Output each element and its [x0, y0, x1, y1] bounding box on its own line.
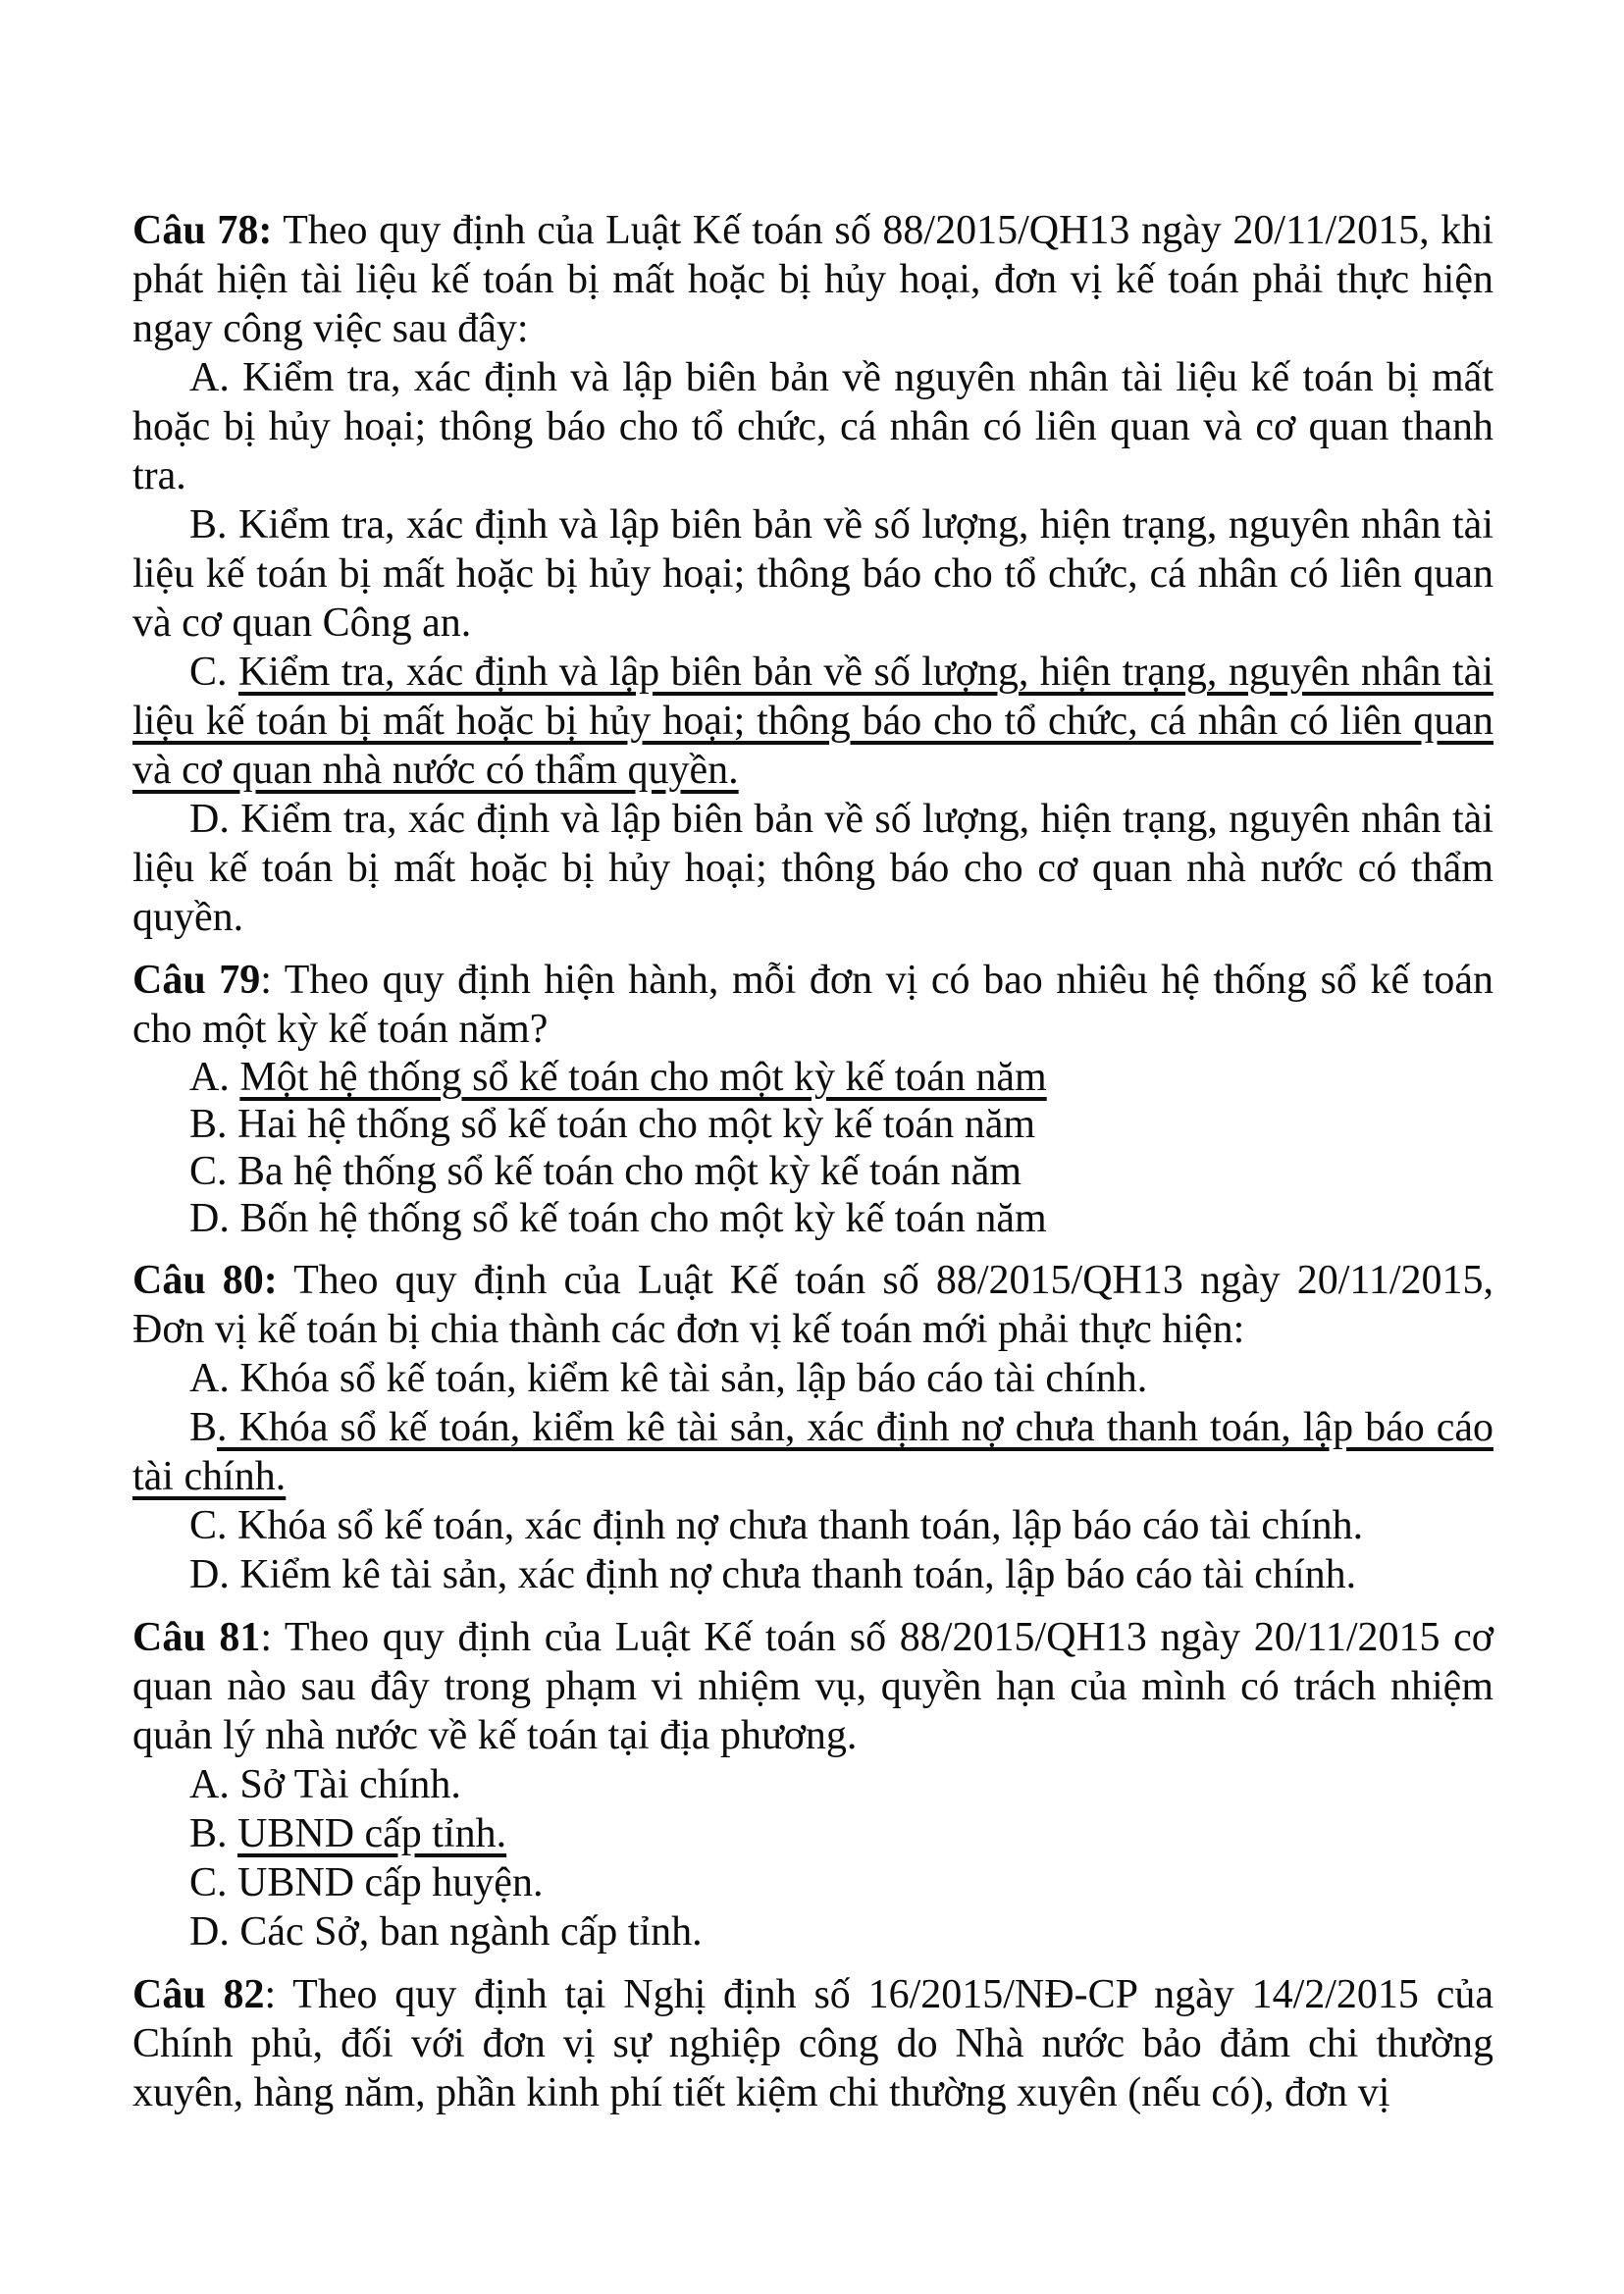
- answer-option: [132, 1101, 1493, 1148]
- answer-option: [132, 353, 1493, 500]
- question-text: Theo quy định của Luật Kế toán số 88/2015/QH13 ngày 20/11/2015, khi phát hiện tài liệu kế toán bị mất hoặc bị hủy hoại, đơn vị kế toán phải thực hiện ngay công việc sau đây:: [132, 208, 1493, 351]
- answer-option-letter: A.: [189, 1356, 240, 1401]
- answer-option-letter: A.: [189, 1762, 240, 1807]
- question-label: Câu 78:: [132, 208, 273, 253]
- answer-option-correct: [132, 1809, 1493, 1858]
- question-paragraph: [132, 1613, 1493, 1760]
- answer-option: [132, 1550, 1493, 1599]
- question-label: Câu 81: [132, 1615, 261, 1660]
- answer-option-text: Sở Tài chính.: [239, 1762, 461, 1807]
- answer-option-letter: B.: [189, 1102, 238, 1147]
- question-text: Theo quy định của Luật Kế toán số 88/2015/QH13 ngày 20/11/2015, Đơn vị kế toán bị chia thành các đơn vị kế toán mới phải thực hiện:: [132, 1258, 1494, 1352]
- question-paragraph: [132, 956, 1493, 1054]
- questions-container: [132, 206, 1493, 2117]
- question-label-separator: [272, 208, 283, 253]
- answer-option-text: Một hệ thống sổ kế toán cho một kỳ kế toán năm: [239, 1055, 1047, 1100]
- question-label: Câu 80:: [132, 1258, 278, 1303]
- answer-option-letter: B.: [189, 502, 238, 547]
- answer-option: [132, 795, 1493, 942]
- question-81: [132, 1613, 1493, 1956]
- question-80: [132, 1256, 1493, 1599]
- question-78: [132, 206, 1493, 942]
- question-text: Theo quy định tại Nghị định số 16/2015/NĐ-CP ngày 14/2/2015 của Chính phủ, đối với đơn vị sự nghiệp công do Nhà nước bảo đảm chi thường xuyên, hàng năm, phần kinh phí tiết kiệm chi thường xuyên (nếu có), đơn vị: [132, 1972, 1493, 2115]
- answer-option-correct: [132, 1054, 1493, 1101]
- answer-option-text: Khóa sổ kế toán, kiểm kê tài sản, lập báo cáo tài chính.: [239, 1356, 1148, 1401]
- answer-option-letter: D.: [189, 1552, 240, 1597]
- answer-option-letter: A.: [189, 1055, 240, 1100]
- answer-option-text: UBND cấp huyện.: [237, 1860, 544, 1905]
- answer-option-text: . Khóa sổ kế toán, kiểm kê tài sản, xác định nợ chưa thanh toán, lập báo cáo tài chính.: [132, 1405, 1493, 1499]
- answer-option-letter: C.: [189, 1149, 238, 1194]
- answer-option: [132, 1354, 1493, 1403]
- answer-option-letter: C.: [189, 1860, 238, 1905]
- question-label-separator: :: [260, 958, 285, 1003]
- answer-option: [132, 1907, 1493, 1956]
- answer-option-text: UBND cấp tỉnh.: [237, 1811, 507, 1856]
- question-text: Theo quy định hiện hành, mỗi đơn vị có bao nhiêu hệ thống sổ kế toán cho một kỳ kế toán năm?: [132, 958, 1493, 1052]
- answer-option: [132, 500, 1493, 648]
- question-text: Theo quy định của Luật Kế toán số 88/2015/QH13 ngày 20/11/2015 cơ quan nào sau đây trong phạm vi nhiệm vụ, quyền hạn của mình có trách nhiệm quản lý nhà nước về kế toán tại địa phương.: [132, 1615, 1493, 1758]
- answer-option: [132, 1501, 1493, 1550]
- question-label: Câu 79: [132, 958, 261, 1003]
- answer-option: [132, 1858, 1493, 1907]
- answer-option-text: Kiểm tra, xác định và lập biên bản về số lượng, hiện trạng, nguyên nhân tài liệu kế toán bị mất hoặc bị hủy hoại; thông báo cho cơ quan nhà nước có thẩm quyền.: [132, 797, 1493, 940]
- question-paragraph: [132, 206, 1493, 353]
- question-label-separator: :: [264, 1972, 293, 2017]
- answer-option-text: Ba hệ thống sổ kế toán cho một kỳ kế toán năm: [237, 1149, 1022, 1194]
- answer-option-text: Kiểm tra, xác định và lập biên bản về số lượng, hiện trạng, nguyên nhân tài liệu kế toán bị mất hoặc bị hủy hoại; thông báo cho tổ chức, cá nhân có liên quan và cơ quan nhà nước có thẩm quyền.: [132, 650, 1493, 793]
- answer-option-text: Bốn hệ thống sổ kế toán cho một kỳ kế toán năm: [239, 1196, 1047, 1241]
- answer-option-letter: C.: [189, 1503, 238, 1548]
- answer-option-text: Hai hệ thống sổ kế toán cho một kỳ kế toán năm: [237, 1102, 1036, 1147]
- answer-option-text: Khóa sổ kế toán, xác định nợ chưa thanh toán, lập báo cáo tài chính.: [237, 1503, 1364, 1548]
- answer-option-text: Kiểm kê tài sản, xác định nợ chưa thanh toán, lập báo cáo tài chính.: [239, 1552, 1357, 1597]
- answer-option-correct: [132, 1403, 1493, 1501]
- answer-option-letter: D.: [189, 797, 241, 842]
- question-paragraph: [132, 1256, 1493, 1354]
- answer-option: [132, 1195, 1493, 1242]
- question-label-separator: :: [260, 1615, 285, 1660]
- answer-option: [132, 1760, 1493, 1809]
- answer-option-letter: C.: [189, 650, 238, 695]
- question-label-separator: [278, 1258, 293, 1303]
- answer-option-letter: B.: [189, 1811, 238, 1856]
- question-82: [132, 1970, 1493, 2117]
- answer-option-text: Kiểm tra, xác định và lập biên bản về nguyên nhân tài liệu kế toán bị mất hoặc bị hủy hoại; thông báo cho tổ chức, cá nhân có liên quan và cơ quan thanh tra.: [132, 355, 1493, 498]
- answer-option-letter: D.: [189, 1196, 240, 1241]
- question-paragraph: [132, 1970, 1493, 2117]
- answer-option: [132, 1148, 1493, 1195]
- answer-option-letter: D.: [189, 1909, 240, 1955]
- answer-option-letter: B: [189, 1405, 218, 1450]
- answer-option-text: Các Sở, ban ngành cấp tỉnh.: [239, 1909, 703, 1955]
- answer-option-text: Kiểm tra, xác định và lập biên bản về số lượng, hiện trạng, nguyên nhân tài liệu kế toán bị mất hoặc bị hủy hoại; thông báo cho tổ chức, cá nhân có liên quan và cơ quan Công an.: [132, 502, 1493, 646]
- question-label: Câu 82: [132, 1972, 265, 2017]
- question-79: [132, 956, 1493, 1242]
- answer-option-correct: [132, 648, 1493, 795]
- answer-option-letter: A.: [189, 355, 243, 400]
